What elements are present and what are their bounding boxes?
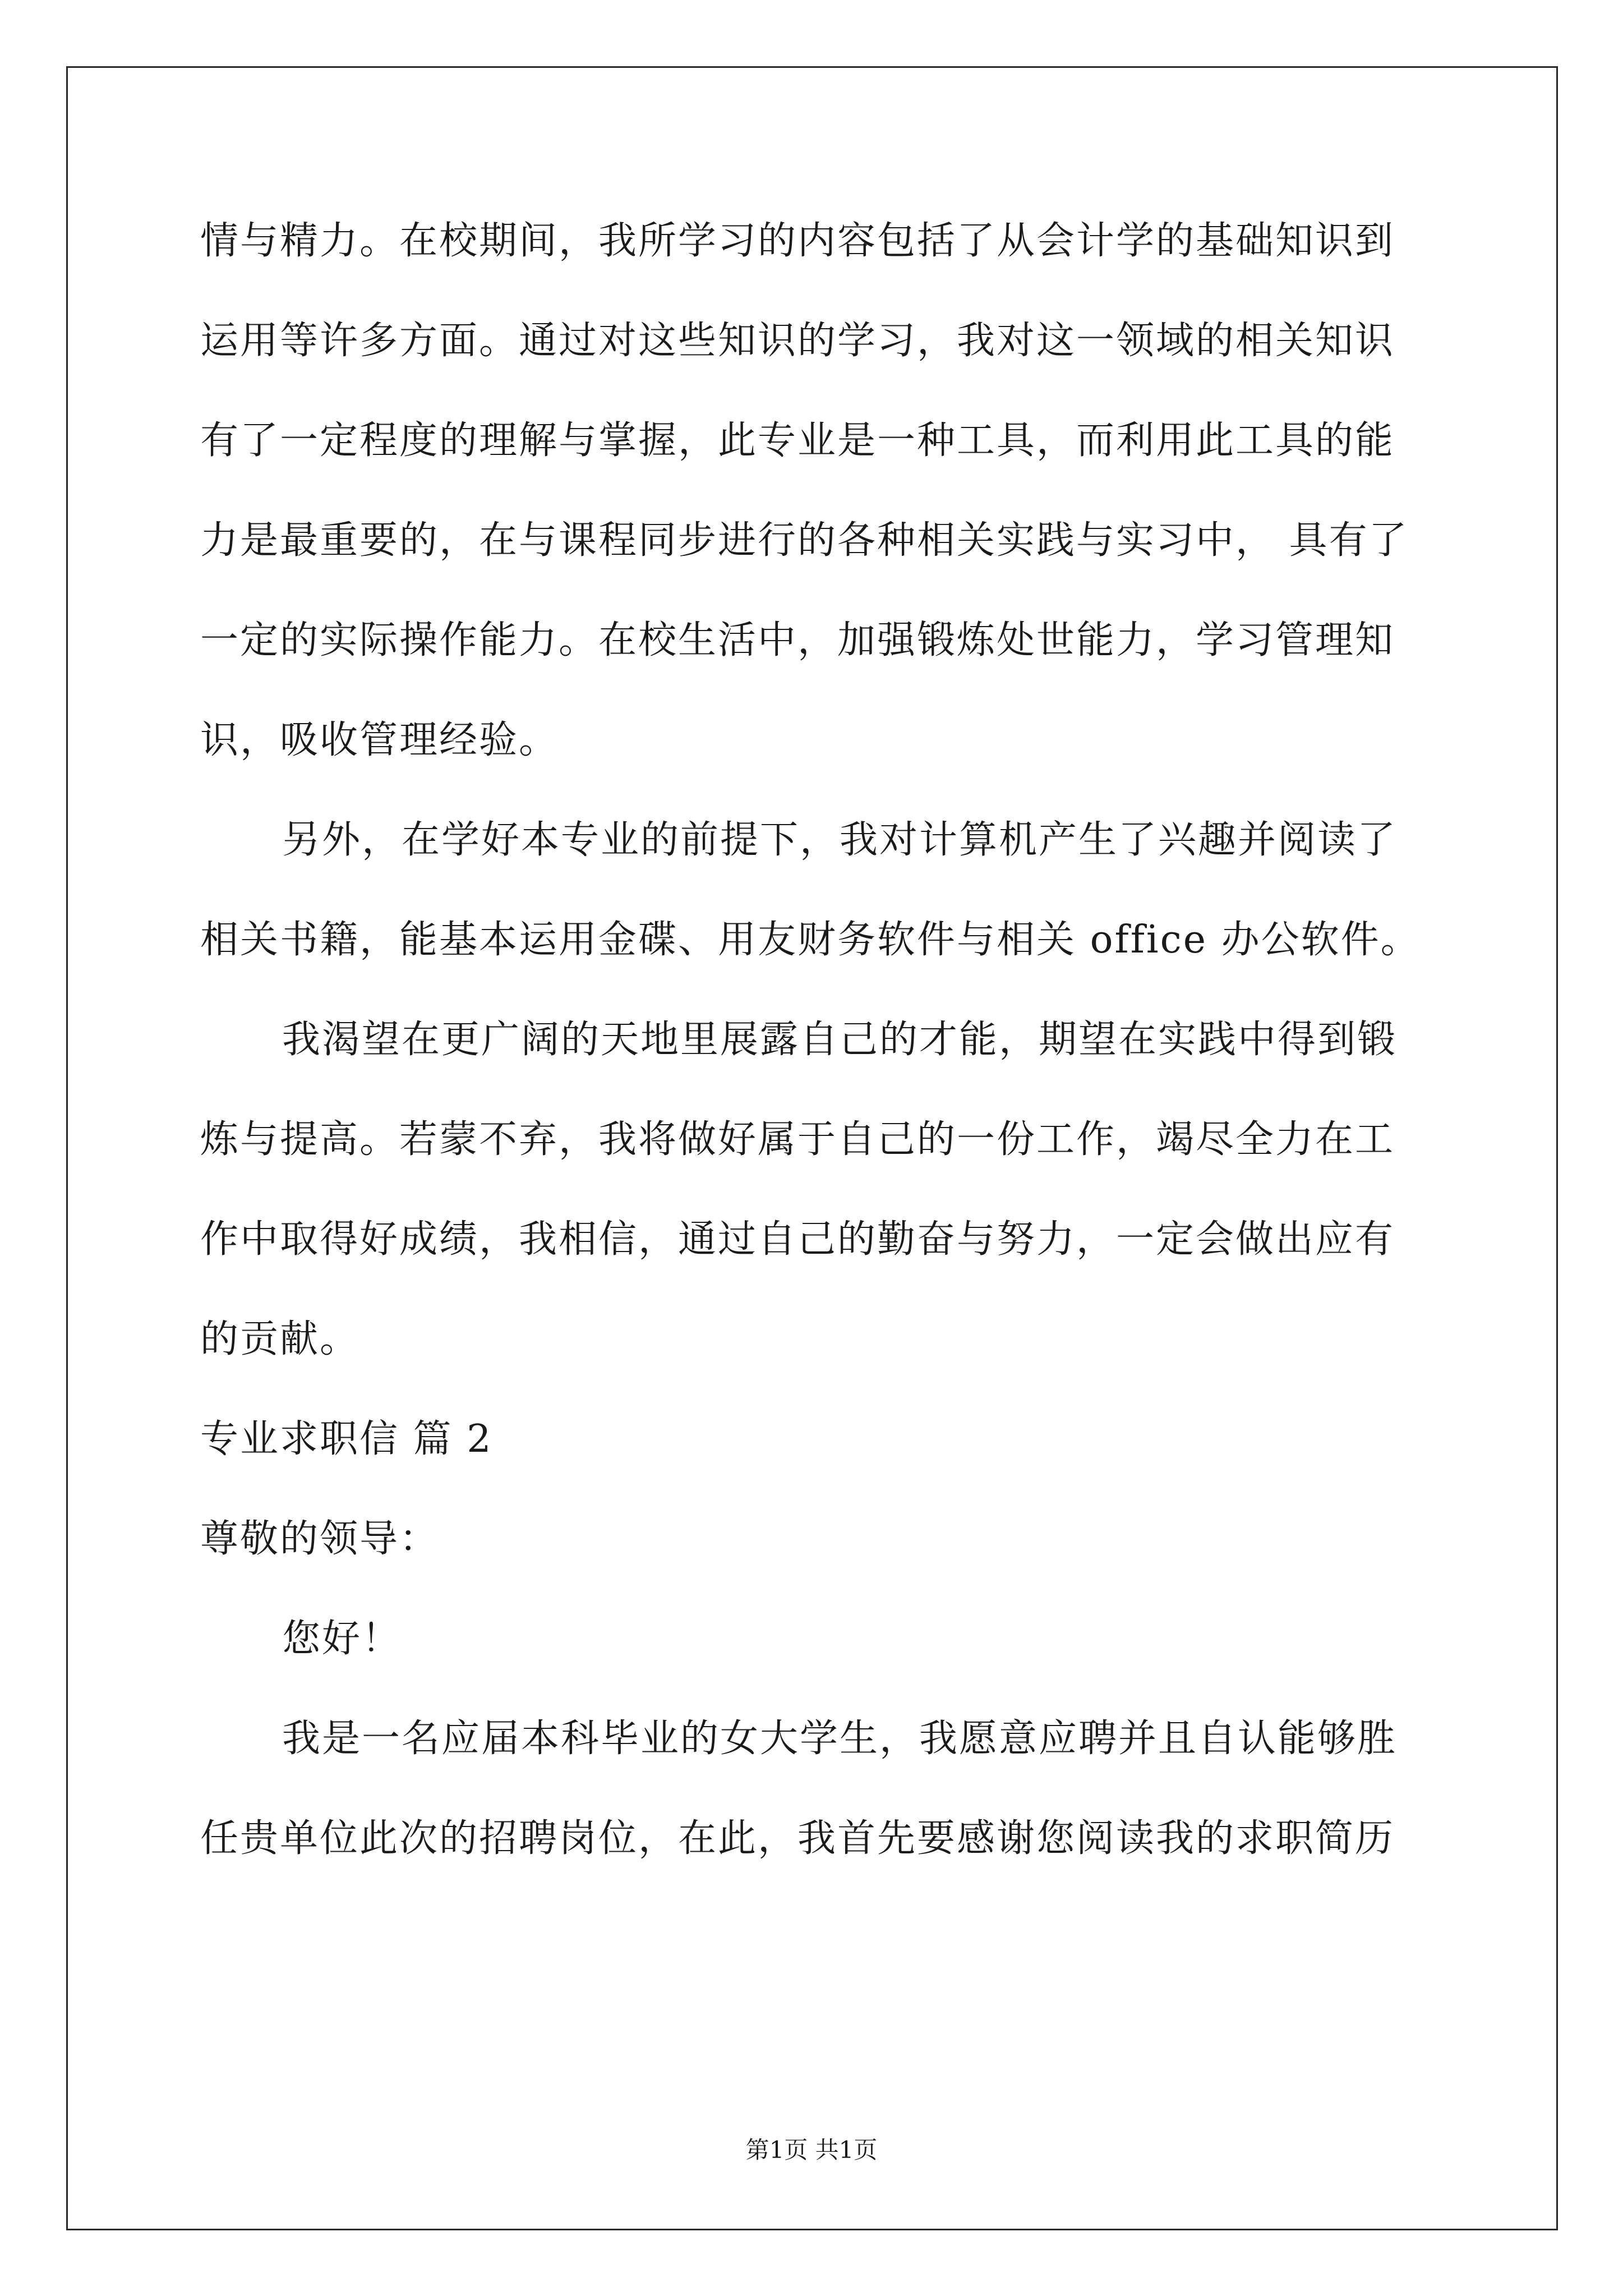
page-footer: 第1页 共1页 <box>745 2136 878 2164</box>
section-heading: 专业求职信 篇 2 <box>200 1417 493 1461</box>
text-line: 力是最重要的，在与课程同步进行的各种相关实践与实习中， 具有了 <box>200 518 1409 563</box>
paragraph-start-line: 我是一名应届本科毕业的女大学生，我愿意应聘并且自认能够胜 <box>282 1717 1398 1761</box>
text-line: 有了一定程度的理解与掌握，此专业是一种工具，而利用此工具的能 <box>200 418 1395 463</box>
text-line: 炼与提高。若蒙不弃，我将做好属于自己的一份工作，竭尽全力在工 <box>200 1117 1395 1162</box>
text-line: 的贡献。 <box>200 1317 360 1361</box>
paragraph-start-line: 另外，在学好本专业的前提下，我对计算机产生了兴趣并阅读了 <box>282 818 1398 862</box>
text-line: 作中取得好成绩，我相信，通过自己的勤奋与努力，一定会做出应有 <box>200 1217 1395 1262</box>
text-line: 情与精力。在校期间，我所学习的内容包括了从会计学的基础知识到 <box>200 219 1395 263</box>
salutation: 尊敬的领导： <box>200 1517 440 1561</box>
text-line: 一定的实际操作能力。在校生活中，加强锻炼处世能力，学习管理知 <box>200 618 1395 662</box>
text-line: 识，吸收管理经验。 <box>200 718 559 762</box>
text-line: 任贵单位此次的招聘岗位，在此，我首先要感谢您阅读我的求职简历 <box>200 1816 1395 1861</box>
text-line: 相关书籍，能基本运用金碟、用友财务软件与相关 office 办公软件。 <box>200 918 1421 962</box>
paragraph-start-line: 我渴望在更广阔的天地里展露自己的才能，期望在实践中得到锻 <box>282 1018 1398 1062</box>
greeting: 您好！ <box>282 1617 402 1661</box>
text-line: 运用等许多方面。通过对这些知识的学习，我对这一领域的相关知识 <box>200 319 1395 363</box>
